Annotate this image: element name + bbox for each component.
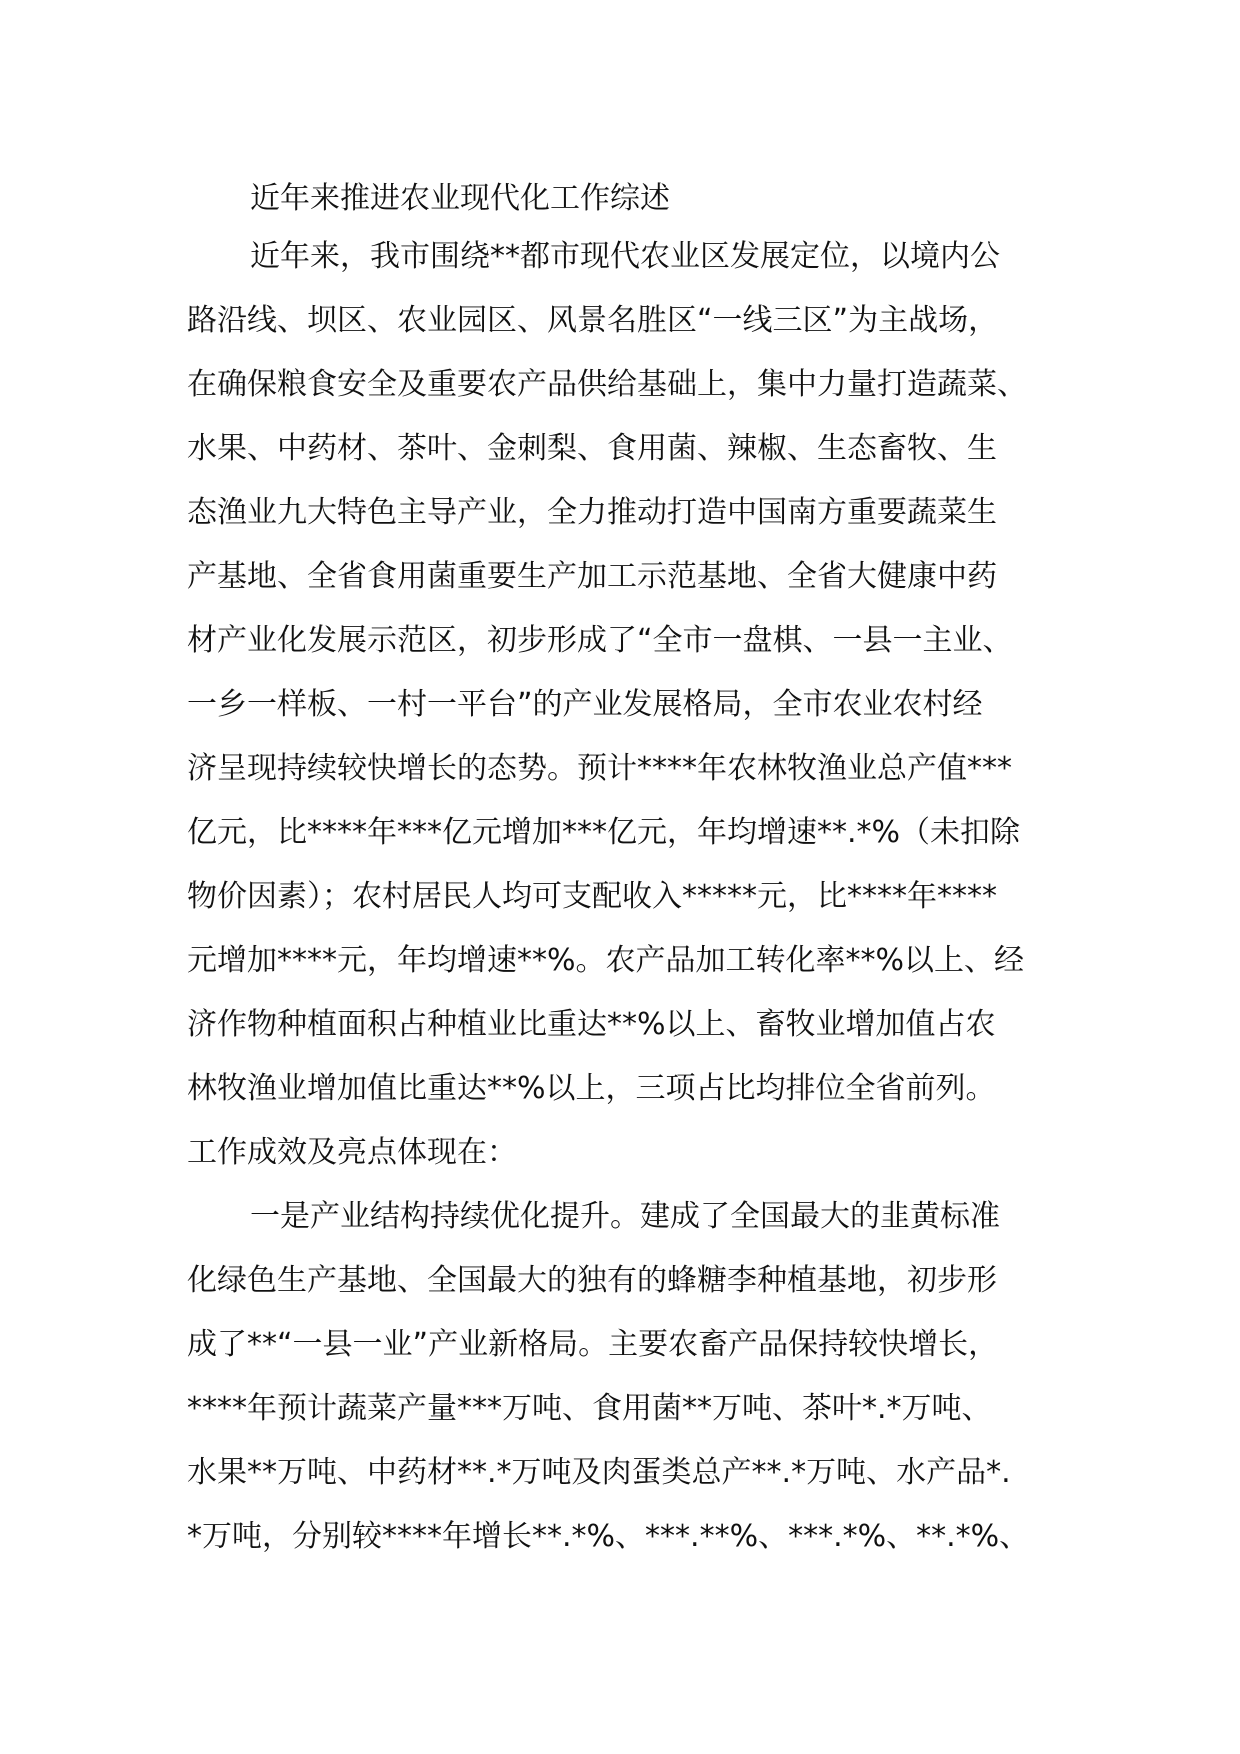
document-title: 近年来推进农业现代化工作综述 bbox=[250, 181, 670, 216]
paragraph-line: 元增加****元，年均增速**%。农产品加工转化率**%以上、经 bbox=[187, 943, 1025, 978]
paragraph-line: 林牧渔业增加值比重达**%以上，三项占比均排位全省前列。 bbox=[187, 1071, 996, 1106]
paragraph-line: 路沿线、坝区、农业园区、风景名胜区“一线三区”为主战场， bbox=[187, 303, 999, 338]
paragraph-line: ****年预计蔬菜产量***万吨、食用菌**万吨、茶叶*.*万吨、 bbox=[187, 1391, 992, 1426]
paragraph-line: 工作成效及亮点体现在： bbox=[187, 1135, 517, 1170]
paragraph-line: 济作物种植面积占种植业比重达**%以上、畜牧业增加值占农 bbox=[187, 1007, 996, 1042]
paragraph-line: 近年来，我市围绕**都市现代农业区发展定位，以境内公 bbox=[250, 239, 1000, 274]
paragraph-line: 产基地、全省食用菌重要生产加工示范基地、全省大健康中药 bbox=[187, 559, 997, 594]
paragraph-line: *万吨，分别较****年增长**.*%、***.**%、***.*%、**.*%、 bbox=[187, 1519, 1030, 1554]
paragraph-line: 材产业化发展示范区，初步形成了“全市一盘棋、一县一主业、 bbox=[187, 623, 1013, 658]
paragraph-line: 水果、中药材、茶叶、金刺梨、食用菌、辣椒、生态畜牧、生 bbox=[187, 431, 997, 466]
paragraph-line: 水果**万吨、中药材**.*万吨及肉蛋类总产**.*万吨、水产品*. bbox=[187, 1455, 1011, 1490]
paragraph-line: 物价因素）；农村居民人均可支配收入*****元，比****年**** bbox=[187, 879, 997, 914]
paragraph-line: 一是产业结构持续优化提升。建成了全国最大的韭黄标准 bbox=[250, 1199, 1000, 1234]
paragraph-line: 一乡一样板、一村一平台”的产业发展格局，全市农业农村经 bbox=[187, 687, 983, 722]
paragraph-line: 化绿色生产基地、全国最大的独有的蜂糖李种植基地，初步形 bbox=[187, 1263, 997, 1298]
paragraph-line: 在确保粮食安全及重要农产品供给基础上，集中力量打造蔬菜、 bbox=[187, 367, 1027, 402]
paragraph-line: 亿元，比****年***亿元增加***亿元，年均增速**.*%（未扣除 bbox=[187, 815, 1021, 850]
paragraph-line: 态渔业九大特色主导产业，全力推动打造中国南方重要蔬菜生 bbox=[187, 495, 997, 530]
paragraph-line: 成了**“一县一业”产业新格局。主要农畜产品保持较快增长， bbox=[187, 1327, 999, 1362]
paragraph-line: 济呈现持续较快增长的态势。预计****年农林牧渔业总产值*** bbox=[187, 751, 1012, 786]
